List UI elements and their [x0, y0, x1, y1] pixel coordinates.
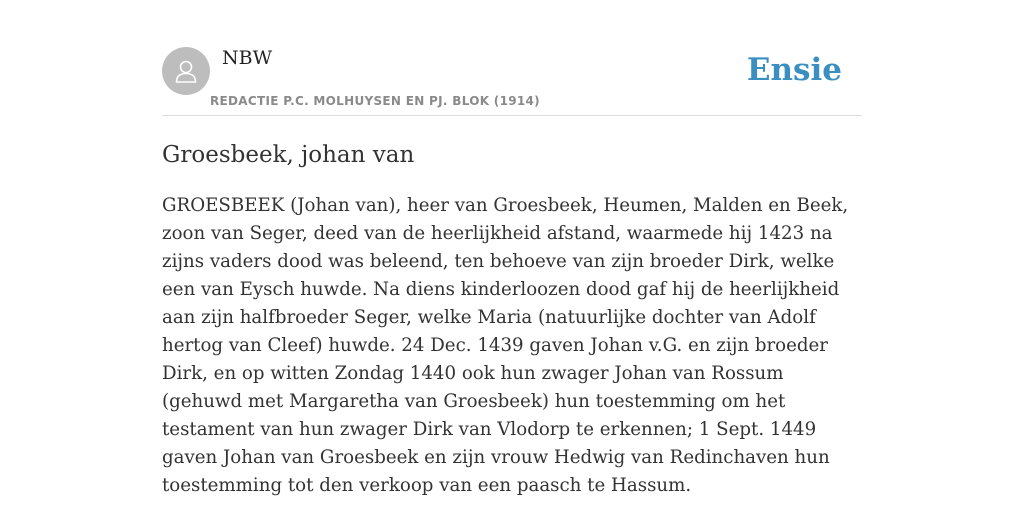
- article-title: Groesbeek, johan van: [162, 142, 415, 168]
- article-page: [162, 0, 862, 496]
- article-header: [162, 0, 862, 116]
- source-avatar[interactable]: [162, 47, 210, 95]
- user-icon: [172, 57, 200, 85]
- source-editors: REDACTIE P.C. MOLHUYSEN EN PJ. BLOK (1914): [210, 94, 540, 108]
- brand-logo[interactable]: Ensie: [746, 52, 842, 88]
- source-name[interactable]: NBW: [222, 47, 273, 69]
- article-body: GROESBEEK (Johan van), heer van Groesbeek, Heumen, Malden en Beek, zoon van Seger, deed van de heerlijkheid afstand, waarmede hij 1423 na zijns vaders dood was beleend, ten behoeve van zijn broeder Dirk, welke een van Eysch huwde. Na diens kinderloozen dood gaf hij de heerlijkheid aan zijn halfbroeder Seger, welke Maria (natuurlijke dochter van Adolf hertog van Cleef) huwde. 24 Dec. 1439 gaven Johan v.G. en zijn broeder Dirk, en op witten Zondag 1440 ook hun zwager Johan van Rossum (gehuwd met Margaretha van Groesbeek) hun toestemming om het testament van hun zwager Dirk van Vlodorp te erkennen; 1 Sept. 1449 gaven Johan van Groesbeek en zijn vrouw Hedwig van Redinchaven hun toestemming tot den verkoop van een paasch te Hassum.: [162, 195, 849, 496]
